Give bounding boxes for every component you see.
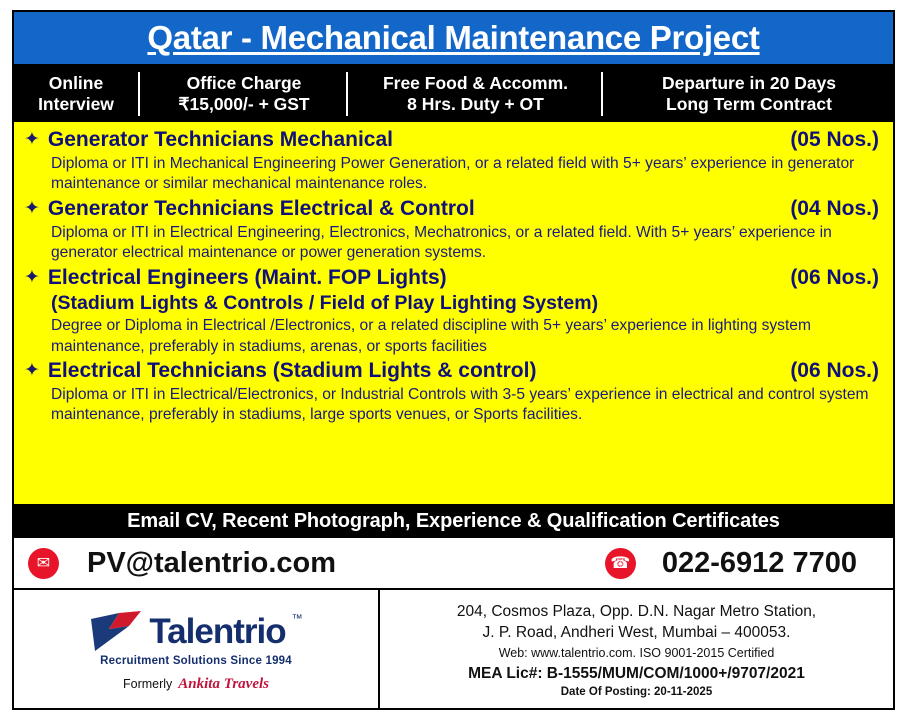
job-description: Diploma or ITI in Electrical/Electronics, or Industrial Controls with 3-5 years’ experience in electrical and control system maintenance, preferably in stadiums, large sports venues, or Sports facilities. [51,385,869,424]
highlight-line-2: Long Term Contract [666,94,832,114]
job-item [24,128,885,195]
job-title: Generator Technicians Electrical & Control [47,196,475,220]
job-vacancy-count: (05 Nos.) [790,128,879,151]
website-and-certification: Web: www.talentrio.com. ISO 9001-2015 Certified [498,646,775,661]
contact-email[interactable]: PV@talentrio.com [87,546,337,579]
job-title: Generator Technicians Mechanical [47,128,393,151]
address-line-1: 204, Cosmos Plaza, Opp. D.N. Nagar Metro Station, [456,603,817,621]
highlights-strip [12,66,895,122]
highlight-line-1: Online [48,72,104,93]
page-title: Qatar - Mechanical Maintenance Project [147,19,760,56]
job-heading [24,266,885,291]
mea-license-number: MEA Lic#: B-1555/MUM/COM/1000+/9707/2021 [468,664,805,682]
job-item [24,266,885,357]
highlight-line-2: ₹15,000/- + GST [178,94,310,114]
highlight-line-2: 8 Hrs. Duty + OT [407,94,544,114]
diamond-bullet-icon: ✦ [24,129,40,150]
job-description: Diploma or ITI in Electrical Engineering, Electronics, Mechatronics, or a related field. With 5+ years’ experience in generator electrical maintenance or power generation systems. [51,223,832,262]
talentrio-arrow-logo-icon [89,609,143,653]
company-name: Talentrio [149,611,286,651]
job-description: Diploma or ITI in Mechanical Engineering Power Generation, or a related field with 5+ years’ experience in generator maintenance or similar mechanical maintenance roles. [51,154,855,193]
formerly-name: Ankita Travels [178,676,269,692]
poster-title-bar [12,10,895,66]
job-description: Degree or Diploma in Electrical /Electronics, or a related discipline with 5+ years’ experience in lighting system maintenance, preferably in stadiums, arenas, or sports facilities [51,316,811,355]
company-tagline: Recruitment Solutions Since 1994 [100,655,292,667]
apply-instruction-text: Email CV, Recent Photograph, Experience & Qualification Certificates [127,509,780,532]
trademark-symbol: ™ [291,613,303,625]
job-vacancy-count: (06 Nos.) [790,265,879,289]
contact-phone[interactable]: 022-6912 7700 [661,546,857,579]
job-item [24,197,885,264]
envelope-icon [28,548,59,579]
phone-glyph: ☎ [610,555,631,572]
diamond-bullet-icon: ✦ [24,197,40,219]
highlight-cell-online-interview [12,66,140,122]
envelope-glyph: ✉ [36,555,51,572]
job-listings [12,122,895,504]
highlight-cell-departure [603,66,895,122]
job-heading [24,197,885,222]
contact-row [12,538,895,590]
highlight-line-1: Free Food & Accomm. [382,72,569,93]
job-heading [24,359,885,384]
address-line-2: J. P. Road, Andheri West, Mumbai – 400053. [482,624,791,642]
formerly-label: Formerly [122,677,173,691]
company-logo-block [14,590,380,708]
job-title: Electrical Engineers (Maint. FOP Lights) [47,265,447,289]
logo-row [89,609,302,653]
highlight-line-1: Departure in 20 Days [661,72,837,93]
diamond-bullet-icon: ✦ [24,266,40,288]
highlight-cell-office-charge [140,66,348,122]
job-subtitle: (Stadium Lights & Controls / Field of Play Lighting System) [51,291,599,314]
highlight-line-2: Interview [38,94,114,114]
job-item [24,359,885,426]
phone-icon [605,548,636,579]
highlight-line-1: Office Charge [186,72,302,93]
company-address-block [380,590,893,708]
job-vacancy-count: (06 Nos.) [790,359,879,383]
job-heading [24,128,885,153]
job-vacancy-count: (04 Nos.) [790,196,879,220]
highlight-cell-food-accommodation [348,66,603,122]
job-title: Electrical Technicians (Stadium Lights & control) [47,359,537,383]
posting-date: Date Of Posting: 20-11-2025 [560,685,713,698]
formerly-known-as [123,676,269,693]
diamond-bullet-icon: ✦ [24,360,40,382]
footer [12,590,895,710]
apply-instruction-bar [12,504,895,538]
